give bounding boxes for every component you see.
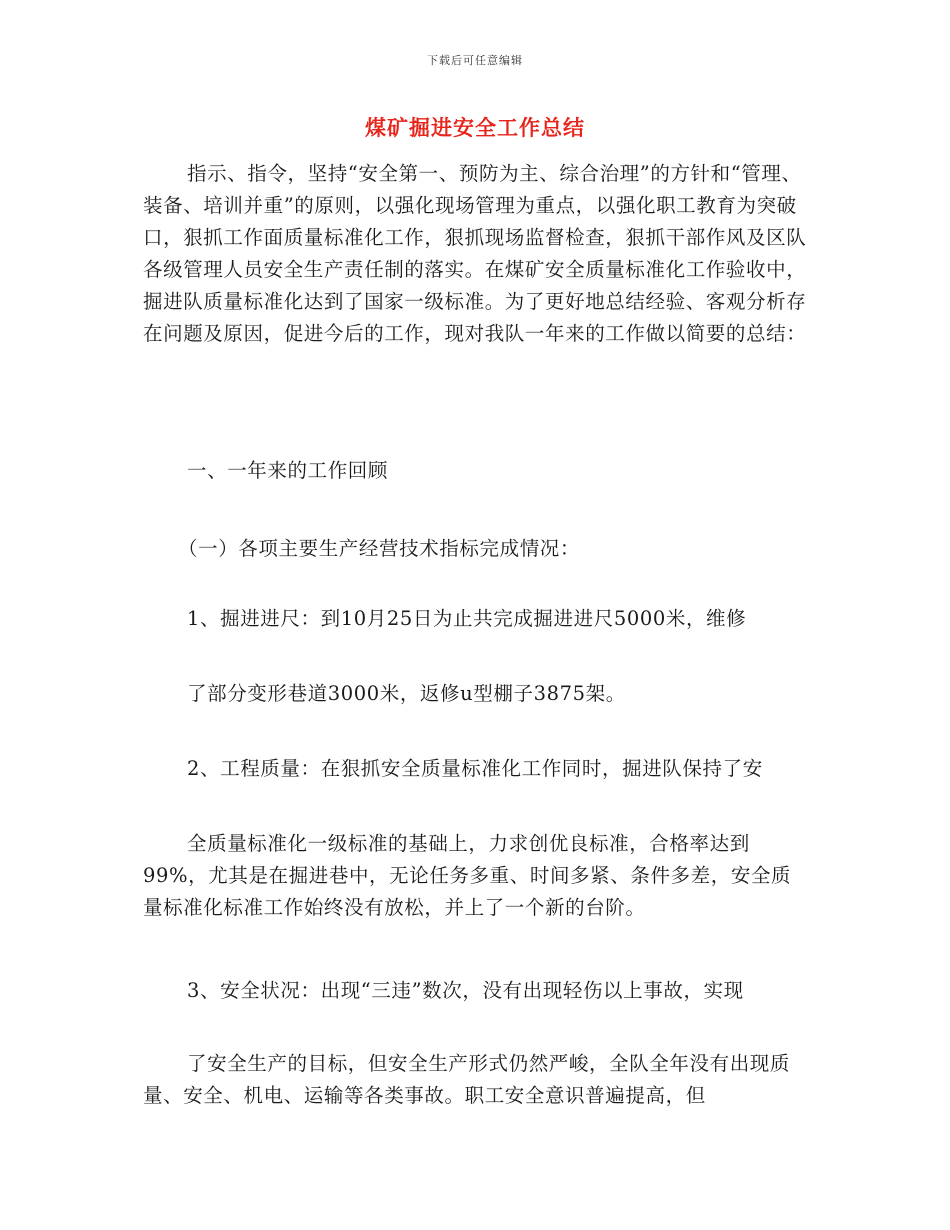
intro-paragraph: 指示、指令，坚持“安全第一、预防为主、综合治理”的方针和“管理、装备、培训并重”的原则，以强化现场管理为重点，以强化职工教育为突破口，狠抓工作面质量标准化工作，狠抓现场监督检查，狠抓干部作风及区队各级管理人员安全生产责任制的落实。在煤矿安全质量标准化工作验收中，掘进队质量标准化达到了国家一级标准。为了更好地总结经验、客观分析存在问题及原因，促进今后的工作，现对我队一年来的工作做以简要的总结：	[143, 162, 807, 345]
item3-continuation: 了安全生产的目标，但安全生产形式仍然严峻，全队全年没有出现质量、安全、机电、运输等各类事故。职工安全意识普遍提高，但	[143, 1052, 791, 1107]
item3-line1: 3、安全状况：出现“三违”数次，没有出现轻伤以上事故，实现	[187, 979, 744, 1002]
item1-line1: 1、掘进进尺：到10月25日为止共完成掘进进尺5000米，维修	[187, 607, 747, 630]
section-heading-1: 一、一年来的工作回顾	[187, 459, 389, 482]
item2-line1: 2、工程质量：在狠抓安全质量标准化工作同时，掘进队保持了安	[187, 757, 763, 780]
subsection-heading-1: （一）各项主要生产经营技术指标完成情况：	[178, 537, 581, 560]
item1-line2: 了部分变形巷道3000米，返修u型棚子3875架。	[187, 682, 626, 705]
header-note: 下载后可任意编辑	[427, 54, 523, 67]
document-title: 煤矿掘进安全工作总结	[365, 116, 585, 140]
item2-continuation: 全质量标准化一级标准的基础上，力求创优良标准，合格率达到99%，尤其是在掘进巷中，无论任务多重、时间多紧、条件多差，安全质量标准化标准工作始终没有放松，并上了一个新的台阶。	[143, 832, 792, 919]
